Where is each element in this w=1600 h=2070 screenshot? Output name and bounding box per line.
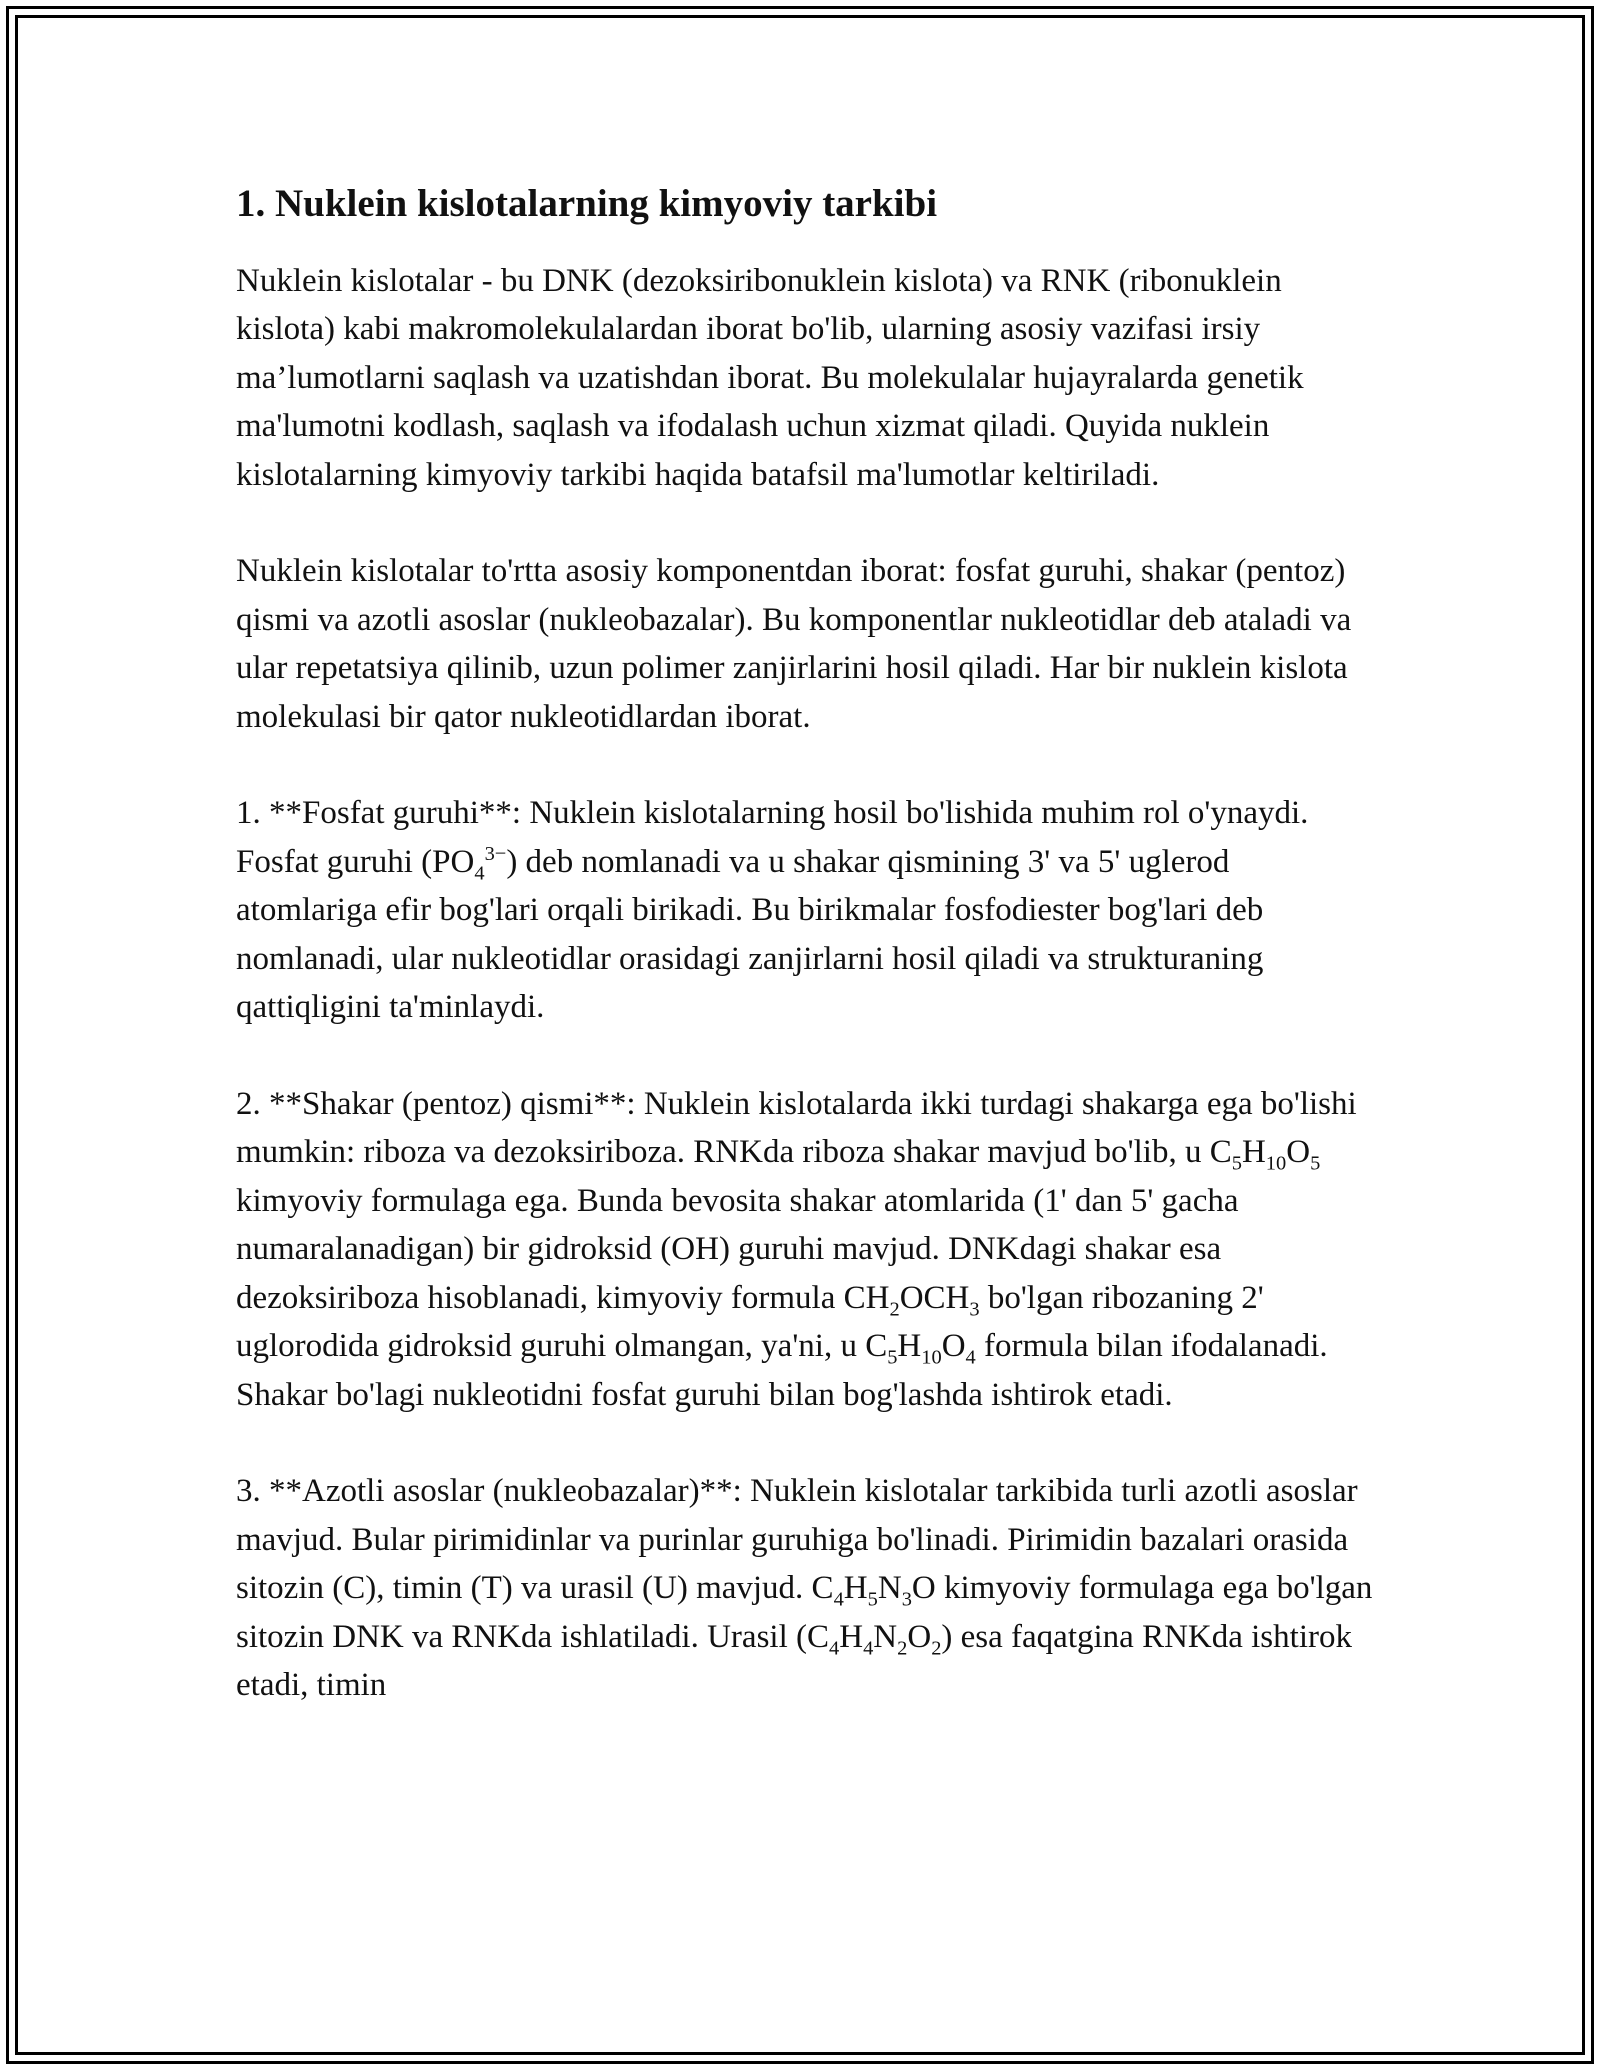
subscript: 4 bbox=[474, 862, 485, 885]
text-run: O kimyoviy formulaga ega bo'lgan sitozin DNK va RNKda ishlatiladi. Urasil (C bbox=[236, 1570, 1373, 1655]
text-run: 1. **Fosfat guruhi**: Nuklein kislotalarning hosil bo'lishida muhim rol o'ynaydi. Fosfat guruhi (PO bbox=[236, 795, 1309, 880]
subscript: 10 bbox=[921, 1346, 942, 1369]
subscript: 4 bbox=[965, 1346, 976, 1369]
subscript: 4 bbox=[833, 1588, 844, 1611]
subscript: 5 bbox=[1231, 1152, 1242, 1175]
section-heading: 1. Nuklein kislotalarning kimyoviy tarkibi bbox=[236, 182, 938, 225]
text-run: OCH bbox=[899, 1279, 970, 1316]
subscript: 4 bbox=[863, 1637, 874, 1660]
paragraph-intro: Nuklein kislotalar - bu DNK (dezoksiribonuklein kislota) va RNK (ribonuklein kislota) kabi makromolekulalardan iborat bo'lib, ularning asosiy vazifasi irsiy ma’lumotlarni saqlash va uzatishdan iborat. Bu molekulalar hujayralarda genetik ma'lumotni kodlash, saqlash va ifodalash uchun xizmat qiladi. Quyida nuklein kislotalarning kimyoviy tarkibi haqida batafsil ma'lumotlar keltiriladi. bbox=[236, 262, 1304, 493]
paragraph-nitrogen-bases bbox=[236, 1467, 1376, 1710]
text-run: kimyoviy formulaga ega. Bunda bevosita shakar atomlarida (1' dan 5' gacha numaralanadigan) bir gidroksid (OH) guruhi mavjud. DNKdagi shakar esa dezoksiriboza hisoblanadi, kimyoviy formula CH bbox=[236, 1182, 1239, 1316]
subscript: 2 bbox=[889, 1298, 900, 1321]
subscript: 3 bbox=[969, 1298, 980, 1321]
superscript: 3− bbox=[484, 842, 507, 865]
text-run: O bbox=[907, 1618, 932, 1655]
document-content bbox=[236, 180, 1376, 1758]
paragraph-components: Nuklein kislotalar to'rtta asosiy komponentdan iborat: fosfat guruhi, shakar (pentoz) qismi va azotli asoslar (nukleobazalar). Bu komponentlar nukleotidlar deb ataladi va ular repetatsiya qilinib, uzun polimer zanjirlarini hosil qiladi. Har bir nuklein kislota molekulasi bir qator nukleotidlardan iborat. bbox=[236, 553, 1352, 735]
text-run: ) esa faqatgina RNKda ishtirok etadi, timin bbox=[236, 1618, 1352, 1704]
text-run: formula bilan ifodalanadi. Shakar bo'lagi nukleotidni fosfat guruhi bilan bog'lashda ishtirok etadi. bbox=[236, 1328, 1328, 1413]
text-run: ) deb nomlanadi va u shakar qismining 3' va 5' uglerod atomlariga efir bog'lari orqali birikadi. Bu birikmalar fosfodiester bog'lari deb nomlanadi, ular nukleotidlar orasidagi zanjirlarni hosil qiladi va strukturaning qattiqligini ta'minlaydi. bbox=[236, 843, 1264, 1026]
text-run: H bbox=[839, 1618, 864, 1655]
text-run: 2. **Shakar (pentoz) qismi**: Nuklein kislotalarda ikki turdagi shakarga ega bo'lishi mumkin: riboza va dezoksiriboza. RNKda riboza shakar mavjud bo'lib, u C bbox=[236, 1085, 1357, 1171]
subscript: 3 bbox=[901, 1588, 912, 1611]
text-run: H bbox=[897, 1328, 922, 1365]
text-run: N bbox=[877, 1570, 902, 1607]
subscript: 5 bbox=[1310, 1152, 1321, 1175]
text-run: H bbox=[843, 1570, 868, 1607]
subscript: 2 bbox=[897, 1637, 908, 1660]
text-run: N bbox=[873, 1618, 898, 1655]
text-run: H bbox=[1241, 1134, 1266, 1171]
subscript: 5 bbox=[867, 1588, 878, 1611]
paragraph-sugar bbox=[236, 1080, 1376, 1420]
subscript: 5 bbox=[887, 1346, 898, 1369]
paragraph-phosphate-group bbox=[236, 789, 1376, 1032]
text-run: 3. **Azotli asoslar (nukleobazalar)**: Nuklein kislotalar tarkibida turli azotli asoslar mavjud. Bular pirimidinlar va purinlar guruhiga bo'linadi. Pirimidin bazalari orasida sitozin (C), timin (T) va urasil (U) mavjud. C bbox=[236, 1473, 1358, 1607]
subscript: 4 bbox=[829, 1637, 840, 1660]
text-run: bo'lgan ribozaning 2' uglorodida gidroksid guruhi olmangan, ya'ni, u C bbox=[236, 1279, 1264, 1365]
subscript: 10 bbox=[1265, 1152, 1287, 1175]
subscript: 2 bbox=[931, 1637, 942, 1660]
text-run: O bbox=[1286, 1134, 1311, 1171]
text-run: O bbox=[941, 1328, 966, 1365]
